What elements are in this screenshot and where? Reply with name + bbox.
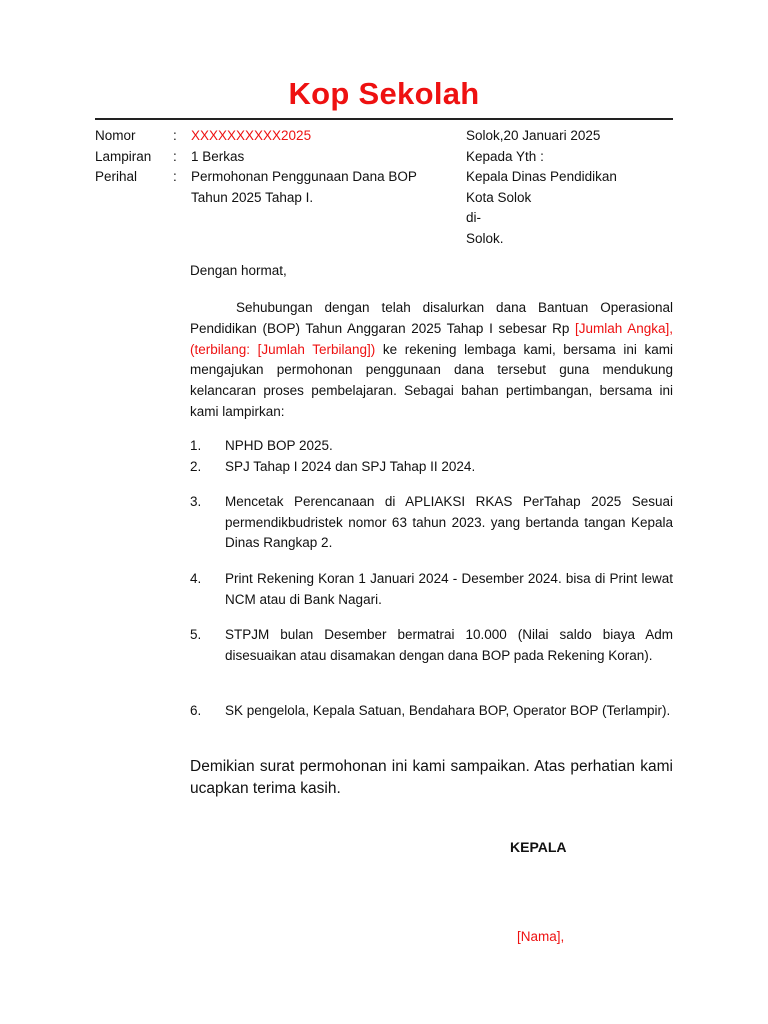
item-text: SK pengelola, Kepala Satuan, Bendahara BOP, Operator BOP (Terlampir). [225, 703, 671, 718]
amount-placeholder: [Jumlah Angka], (terbilang: [Jumlah Terbilang]) [190, 320, 673, 357]
paragraph-text-2: ke rekening lembaga kami, bersama ini kami mengajukan permohonan penggunaan dana tersebut guna mendukung kelancaran proses pembelajaran. Sebagai bahan pertimbangan, bersama ini kami lampirkan: [190, 341, 673, 419]
item-number: 1. [190, 438, 202, 453]
item-number: 6. [190, 703, 202, 718]
paragraph-text-1: Sehubungan dengan telah disalurkan dana Bantuan Operasional Pendidikan (BOP) Tahun Anggaran 2025 Tahap I sebesar Rp [190, 300, 673, 336]
body-paragraph [190, 298, 673, 423]
attachment-item-5 [190, 625, 673, 666]
signature-title: KEPALA [510, 839, 567, 855]
item-number: 4. [190, 571, 202, 586]
attachment-item-4 [190, 569, 673, 610]
item-text: Print Rekening Koran 1 Januari 2024 - Desember 2024. bisa di Print lewat NCM atau di Bank Nagari. [225, 571, 673, 607]
letterhead-title: Kop Sekolah [288, 76, 480, 111]
lampiran-label: Lampiran [95, 148, 152, 164]
recipient-line-2: Kepala Dinas Pendidikan [466, 169, 617, 184]
recipient-line-5: Solok. [466, 230, 504, 246]
item-number: 2. [190, 459, 202, 474]
nomor-value: XXXXXXXXXX2025 [191, 128, 312, 143]
item-text: SPJ Tahap I 2024 dan SPJ Tahap II 2024. [225, 459, 476, 474]
nomor-row [95, 126, 455, 147]
item-number: 5. [190, 627, 202, 642]
meta-fields [95, 126, 455, 208]
salutation: Dengan hormat, [190, 263, 287, 278]
lampiran-value: 1 Berkas [191, 148, 245, 164]
nomor-label: Nomor [95, 128, 136, 143]
nomor-colon: : [173, 128, 177, 143]
signature-name: [Nama], [517, 929, 565, 944]
attachment-item-6 [190, 701, 673, 722]
perihal-value: Permohonan Penggunaan Dana BOP Tahun 2025 Tahap I. [191, 169, 417, 205]
perihal-colon: : [173, 169, 177, 184]
recipient-line-4: di- [466, 210, 482, 225]
recipient-block [466, 126, 686, 249]
perihal-label: Perihal [95, 169, 138, 184]
attachment-item-3 [190, 492, 673, 554]
attachment-item-1 [190, 436, 673, 457]
perihal-row [95, 167, 455, 208]
item-text: Mencetak Perencanaan di APLIAKSI RKAS PerTahap 2025 Sesuai permendikbudristek nomor 63 tahun 2023. yang bertanda tangan Kepala Dinas Rangkap 2. [225, 494, 673, 550]
item-number: 3. [190, 494, 202, 509]
recipient-line-3: Kota Solok [466, 189, 532, 205]
attachment-item-2 [190, 457, 673, 478]
letterhead-rule [95, 118, 673, 120]
lampiran-colon: : [173, 148, 177, 164]
lampiran-row [95, 147, 455, 168]
item-text: NPHD BOP 2025. [225, 438, 333, 453]
closing-paragraph: Demikian surat permohonan ini kami sampaikan. Atas perhatian kami ucapkan terima kasih. [190, 758, 673, 797]
place-date: Solok,20 Januari 2025 [466, 128, 601, 143]
item-text: STPJM bulan Desember bermatrai 10.000 (Nilai saldo biaya Adm disesuaikan atau disamakan dengan dana BOP pada Rekening Koran). [225, 627, 673, 663]
recipient-line-1: Kepada Yth : [466, 148, 544, 164]
